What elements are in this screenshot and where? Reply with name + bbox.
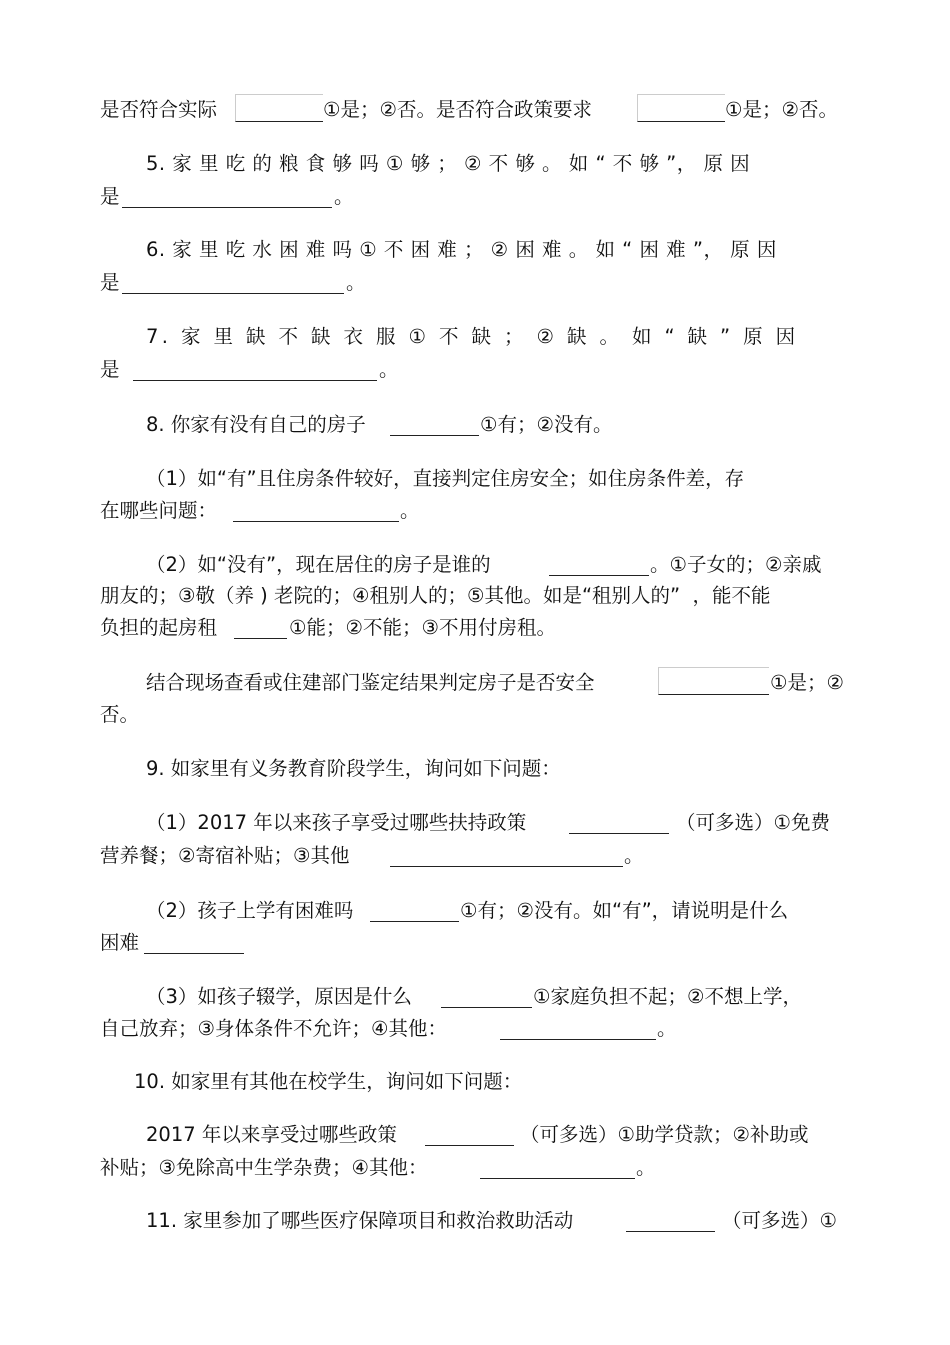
answer-blank[interactable] bbox=[235, 94, 323, 122]
text-line bbox=[0, 1205, 950, 1237]
text-segment: 自己放弃；③身体条件不允许；④其他： bbox=[100, 1017, 447, 1040]
question-10-text: 10. 如家里有其他在校学生，询问如下问题： bbox=[134, 1070, 523, 1093]
question-9-text: 9. 如家里有义务教育阶段学生，询问如下问题： bbox=[146, 757, 561, 780]
answer-blank[interactable] bbox=[390, 415, 479, 436]
text-segment: 2017 年以来享受过哪些政策 bbox=[146, 1123, 397, 1146]
text-line bbox=[0, 148, 950, 180]
text-segment: 。 bbox=[624, 844, 644, 867]
text-segment: （可多选）①免费 bbox=[676, 811, 830, 834]
text-segment: 。 bbox=[657, 1017, 677, 1040]
answer-blank[interactable] bbox=[144, 933, 244, 954]
text-segment: （可多选）①助学贷款；②补助或 bbox=[520, 1123, 809, 1146]
text-segment: 是 bbox=[100, 358, 120, 381]
text-line bbox=[0, 549, 950, 581]
text-line bbox=[0, 895, 950, 927]
text-line bbox=[0, 463, 950, 495]
answer-blank[interactable] bbox=[549, 555, 649, 576]
text-segment: ①能；②不能；③不用付房租。 bbox=[289, 616, 556, 639]
text-segment: 。 bbox=[400, 499, 420, 522]
text-segment: ①是；② bbox=[770, 671, 844, 694]
answer-blank[interactable] bbox=[658, 667, 769, 695]
answer-blank[interactable] bbox=[637, 94, 725, 122]
text-line bbox=[0, 753, 950, 785]
question-5-text: 5. 家 里 吃 的 粮 食 够 吗 ① 够 ； ② 不 够 。 如 “ 不 够 ”， 原 因 bbox=[146, 152, 751, 175]
text-segment: 困难 bbox=[100, 931, 140, 954]
text-line bbox=[0, 981, 950, 1013]
text-line bbox=[0, 354, 950, 386]
text-segment: 否。 bbox=[100, 703, 140, 726]
text-line bbox=[0, 580, 950, 612]
answer-blank[interactable] bbox=[370, 901, 459, 922]
text-segment: 在哪些问题： bbox=[100, 499, 218, 522]
text-line bbox=[0, 927, 950, 959]
text-segment: 。 bbox=[334, 185, 354, 208]
text-segment: ①有；②没有。如“有”，请说明是什么 bbox=[460, 899, 789, 922]
text-segment: （1）如“有”且住房条件较好，直接判定住房安全；如住房条件差，存 bbox=[146, 467, 745, 490]
text-segment: 。①子女的；②亲戚 bbox=[650, 553, 822, 576]
answer-blank[interactable] bbox=[233, 501, 399, 522]
question-8-text: 8. 你家有没有自己的房子 bbox=[146, 413, 366, 436]
text-line bbox=[0, 1119, 950, 1151]
question-7-text: 7. 家 里 缺 不 缺 衣 服 ① 不 缺 ； ② 缺 。 如 “ 缺 ” 原 因 bbox=[146, 325, 799, 348]
answer-blank[interactable] bbox=[390, 846, 623, 867]
text-segment: 补贴；③免除高中生学杂费；④其他： bbox=[100, 1156, 428, 1179]
answer-blank[interactable] bbox=[122, 187, 332, 208]
answer-blank[interactable] bbox=[133, 360, 377, 381]
text-line bbox=[0, 699, 950, 731]
answer-blank[interactable] bbox=[500, 1019, 656, 1040]
text-segment: ①家庭负担不起；②不想上学， bbox=[533, 985, 802, 1008]
text-segment: 是 bbox=[100, 271, 120, 294]
text-segment: （2）如“没有”，现在居住的房子是谁的 bbox=[146, 553, 491, 576]
text-line bbox=[0, 321, 950, 353]
text-segment: 朋友的；③敬（养 ) 老院的；④租别人的；⑤其他。如是“租别人的” ，能不能 bbox=[100, 584, 771, 607]
text-line bbox=[0, 495, 950, 527]
text-segment: （1）2017 年以来孩子享受过哪些扶持政策 bbox=[146, 811, 527, 834]
answer-blank[interactable] bbox=[425, 1125, 514, 1146]
text-segment: （可多选）① bbox=[722, 1209, 837, 1232]
text-segment: （3）如孩子辍学，原因是什么 bbox=[146, 985, 412, 1008]
text-segment: 。 bbox=[636, 1156, 656, 1179]
question-6-text: 6. 家 里 吃 水 困 难 吗 ① 不 困 难 ； ② 困 难 。 如 “ 困 难 ”， 原 因 bbox=[146, 238, 777, 261]
answer-blank[interactable] bbox=[569, 813, 669, 834]
text-line bbox=[0, 612, 950, 644]
answer-blank[interactable] bbox=[626, 1211, 715, 1232]
text-segment: 。 bbox=[346, 271, 366, 294]
text-line bbox=[0, 1152, 950, 1184]
text-segment: 负担的起房租 bbox=[100, 616, 218, 639]
text-segment: 。 bbox=[379, 358, 399, 381]
text-line bbox=[0, 181, 950, 213]
answer-blank[interactable] bbox=[441, 987, 532, 1008]
text-line bbox=[0, 1066, 950, 1098]
text-line bbox=[0, 94, 950, 126]
text-segment: 是否符合实际 bbox=[100, 98, 218, 121]
text-segment: 结合现场查看或住建部门鉴定结果判定房子是否安全 bbox=[146, 671, 595, 694]
text-line bbox=[0, 409, 950, 441]
text-line bbox=[0, 840, 950, 872]
text-line bbox=[0, 807, 950, 839]
text-segment: 营养餐；②寄宿补贴；③其他 bbox=[100, 844, 350, 867]
text-segment: 是 bbox=[100, 185, 120, 208]
question-11-text: 11. 家里参加了哪些医疗保障项目和救治救助活动 bbox=[146, 1209, 574, 1232]
text-line bbox=[0, 234, 950, 266]
text-line bbox=[0, 1013, 950, 1045]
answer-blank[interactable] bbox=[122, 273, 344, 294]
text-segment: ①是；②否。 bbox=[725, 98, 838, 121]
text-segment: ①有；②没有。 bbox=[480, 413, 613, 436]
answer-blank[interactable] bbox=[480, 1158, 635, 1179]
text-line bbox=[0, 667, 950, 699]
text-segment: ①是；②否。是否符合政策要求 bbox=[323, 98, 592, 121]
answer-blank[interactable] bbox=[234, 618, 287, 639]
text-segment: （2）孩子上学有困难吗 bbox=[146, 899, 354, 922]
text-line bbox=[0, 267, 950, 299]
